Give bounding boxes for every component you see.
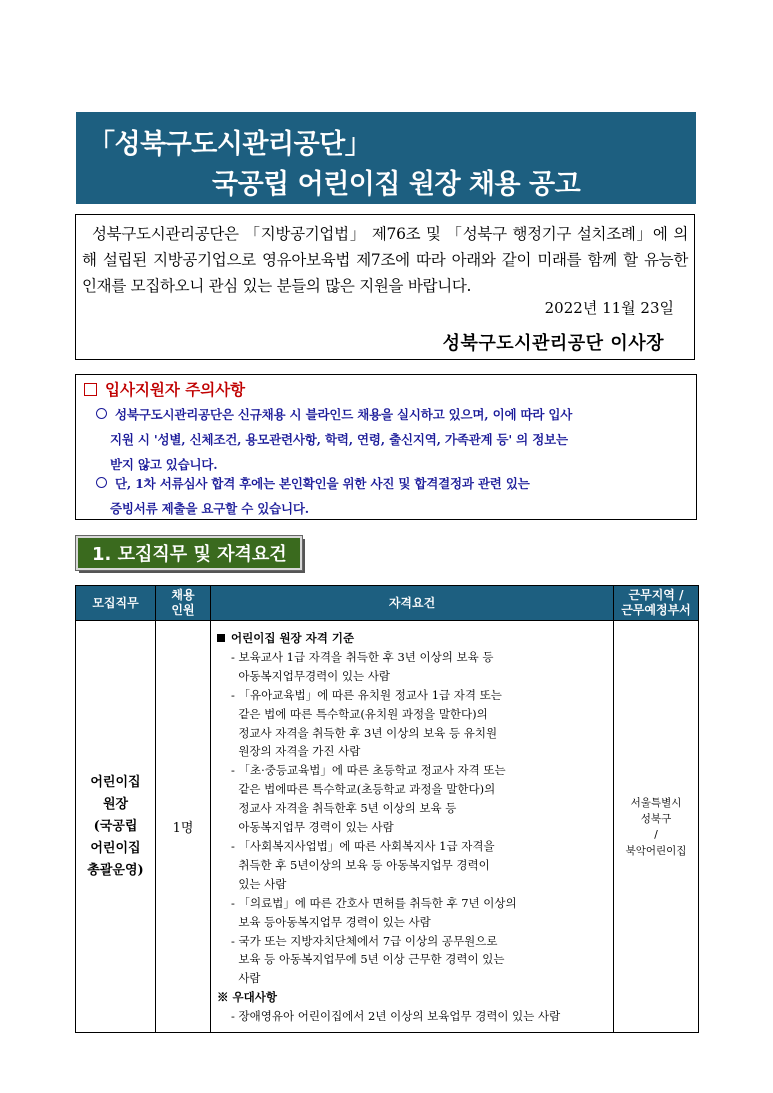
location-cell: 서울특별시 성북구 / 북악어린이집 <box>614 621 699 1033</box>
req-item: - 보육교사 1급 자격을 취득한 후 3년 이상의 보육 등 아동복지업무경력이 있는 사람 <box>231 649 494 683</box>
title-banner <box>76 112 696 204</box>
notice-box <box>75 374 697 520</box>
requirements-table <box>75 585 699 1033</box>
req-item: - 「초·중등교육법」에 따른 초등학교 정교사 자격 또는 같은 법에따른 특수학교(초등학교 과정을 말한다)의 정교사 자격을 취득한후 5년 이상의 보육 등 아동복지업무 경력이 있는 사람 <box>231 763 506 835</box>
req-item: - 「사회복지사업법」에 따른 사회복지사 1급 자격을 취득한 후 5년이상의 보육 등 아동복지업무 경력이 있는 사람 <box>231 838 495 891</box>
table-row <box>76 621 699 1033</box>
notice-item: 성북구도시관리공단은 신규채용 시 블라인드 채용을 실시하고 있으며, 이에 따라 입사 지원 시 '성별, 신체조건, 용모관련사항, 학력, 연령, 출신지역, 가족관계 등' 의 정보는 받지 않고 있습니다. <box>96 402 572 477</box>
signature: 성북구도시관리공단 이사장 <box>442 333 664 354</box>
req-item: - 「유아교육법」에 따른 유치원 정교사 1급 자격 또는 같은 법에 따른 특수학교(유치원 과정을 말한다)의 정교사 자격을 취득한 후 3년 이상의 보육 등 유치원 원장의 자격을 가진 사람 <box>231 687 502 759</box>
header-requirements: 자격요건 <box>211 586 614 621</box>
black-square-icon <box>217 634 225 642</box>
req-heading: 어린이집 원장 자격 기준 <box>217 629 613 648</box>
page-title: 국공립 어린이집 원장 채용 공고 <box>212 169 581 200</box>
circle-bullet-icon <box>96 408 107 419</box>
circle-bullet-icon <box>96 477 107 488</box>
req-item: - 「의료법」에 따른 간호사 면허를 취득한 후 7년 이상의 보육 등아동복지업무 경력이 있는 사람 <box>231 895 517 929</box>
count-cell: 1명 <box>156 621 211 1033</box>
table-header-row <box>76 586 699 621</box>
intro-paragraph: 성북구도시관리공단은 「지방공기업법」 제76조 및 「성북구 행정기구 설치조례」에 의해 설립된 지방공기업으로 영유아보육법 제7조에 따라 아래와 같이 미래를 함께 할 유능한 인재를 모집하오니 관심 있는 분들의 많은 지원을 바랍니다. <box>82 225 688 295</box>
notice-item: 단, 1차 서류심사 합격 후에는 본인확인을 위한 사진 및 합격결정과 관련 있는 증빙서류 제출을 요구할 수 있습니다. <box>96 471 530 521</box>
requirements-cell <box>211 621 614 1033</box>
role-cell: 어린이집 원장 (국공립 어린이집 총괄운영) <box>76 621 156 1033</box>
preference-item: - 장애영유아 어린이집에서 2년 이상의 보육업무 경력이 있는 사람 <box>231 1009 561 1024</box>
notice-heading: 입사지원자 주의사항 <box>84 378 245 400</box>
checkbox-square-icon <box>84 383 97 396</box>
org-title: 「성북구도시관리공단」 <box>88 129 372 160</box>
header-role: 모집직무 <box>76 586 156 621</box>
section-heading: 1. 모집직무 및 자격요건 <box>76 536 302 570</box>
announcement-date: 2022년 11월 23일 <box>544 299 674 317</box>
header-count: 채용 인원 <box>156 586 211 621</box>
intro-box <box>75 214 695 360</box>
header-location: 근무지역 / 근무예정부서 <box>614 586 699 621</box>
req-item: - 국가 또는 지방자치단체에서 7급 이상의 공무원으로 보육 등 아동복지업무에 5년 이상 근무한 경력이 있는 사람 <box>231 933 505 986</box>
preference-heading: ※ 우대사항 <box>217 990 277 1005</box>
